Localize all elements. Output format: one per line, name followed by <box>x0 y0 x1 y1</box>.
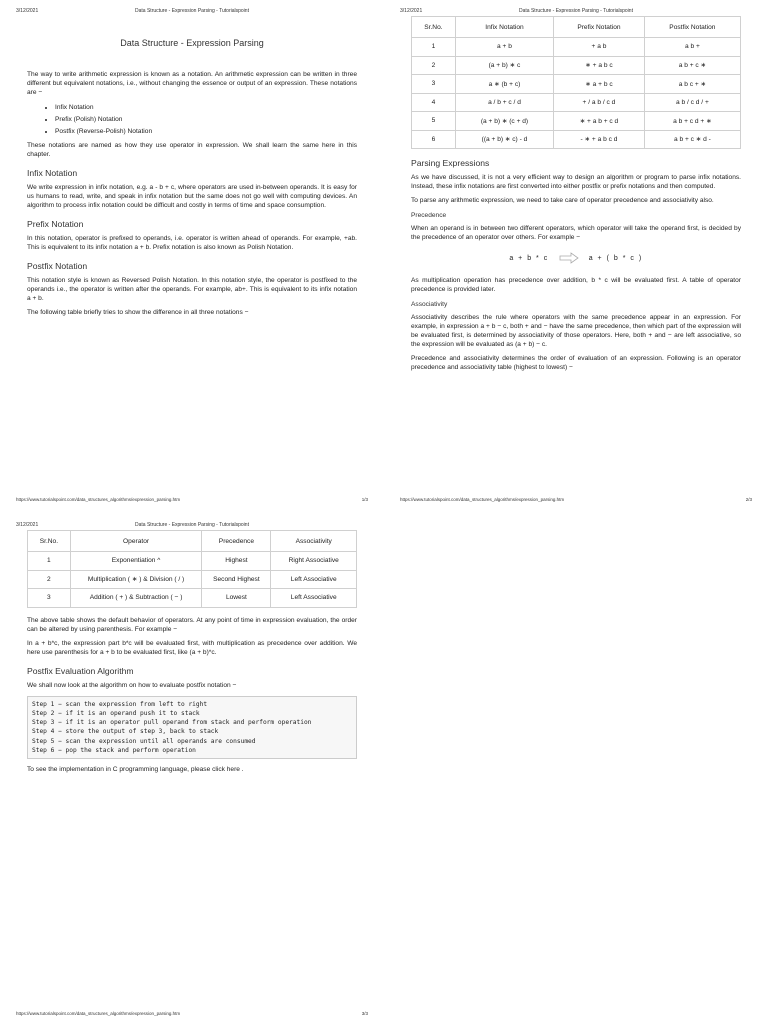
table-cell: - ∗ + a b c d <box>554 130 645 149</box>
print-date: 3/12/2021 <box>400 8 423 14</box>
table-cell: + / a b / c d <box>554 93 645 112</box>
column-header: Precedence <box>202 531 271 552</box>
notation-table <box>411 16 741 149</box>
table-cell: a b + c ∗ <box>644 56 740 75</box>
header-title: Data Structure - Expression Parsing - Tutorialspoint <box>519 8 633 14</box>
page-url-link[interactable]: https://www.tutorialspoint.com/data_structures_algorithms/expression_parsing.htm <box>16 1011 181 1016</box>
list-item: • Infix Notation <box>55 102 357 114</box>
page-3 <box>0 514 384 1024</box>
column-header: Prefix Notation <box>554 17 645 38</box>
table-header-row <box>28 531 357 552</box>
associativity-heading: Associativity <box>411 301 448 308</box>
table-cell: 1 <box>412 38 456 57</box>
table-cell: Addition ( + ) & Subtraction ( − ) <box>70 589 202 608</box>
table-cell: ∗ a + b c <box>554 75 645 94</box>
table-cell: a b c + ∗ <box>644 75 740 94</box>
code-line: Step 5 − scan the expression until all operands are consumed <box>32 737 256 745</box>
precedence-after-paragraph: As multiplication operation has precedence over addition, b * c will be evaluated first. A table of operator precedence is provided later. <box>411 277 741 293</box>
precedence-expression-left: a + b * c <box>509 254 549 262</box>
column-header: Postfix Notation <box>644 17 740 38</box>
table-row <box>412 93 741 112</box>
intro-paragraph: The way to write arithmetic expression is known as a notation. An arithmetic expression can be written in three different but equivalent notations, i.e., without changing the essence or output of an expression. These notations are − <box>27 71 357 96</box>
table-cell: a / b + c / d <box>455 93 553 112</box>
table-row <box>28 552 357 571</box>
table-intro-paragraph: The following table briefly tries to show the difference in all three notations − <box>27 309 249 316</box>
page-2 <box>384 0 768 510</box>
print-date: 3/12/2021 <box>16 8 39 14</box>
table-cell: a b + c d + ∗ <box>644 112 740 131</box>
table-cell: Left Associative <box>271 589 357 608</box>
table-row <box>28 570 357 589</box>
column-header: Infix Notation <box>455 17 553 38</box>
table-cell: Right Associative <box>271 552 357 571</box>
table-cell: Exponentiation ^ <box>70 552 202 571</box>
table-after-paragraph-2: In a + b*c, the expression part b*c will be evaluated first, with multiplication as precedence over addition. We here use parenthesis for a + b to be evaluated first, like (a + b)*c. <box>27 639 357 656</box>
code-line: Step 2 − if it is an operand push it to stack <box>32 709 200 717</box>
page-number: 3/3 <box>361 1011 368 1016</box>
column-header: Associativity <box>271 531 357 552</box>
table-cell: a b + c ∗ d - <box>644 130 740 149</box>
parsing-paragraph: As we have discussed, it is not a very efficient way to design an algorithm or program to parse infix notations. Instead, these infix notations are first converted into either postfix or prefix notations and then computed. <box>411 174 741 190</box>
column-header: Sr.No. <box>412 17 456 38</box>
precedence-heading: Precedence <box>411 212 447 219</box>
code-line: Step 6 − pop the stack and perform operation <box>32 746 196 754</box>
prefix-paragraph: In this notation, operator is prefixed to operands, i.e. operator is written ahead of operands. For example, +ab. This is equivalent to its infix notation a + b. Prefix notation is also known as Polish Notation. <box>27 235 357 251</box>
notation-list <box>27 102 357 138</box>
page-body <box>27 20 357 322</box>
precedence-expression-right: a + ( b * c ) <box>588 254 643 262</box>
column-header: Operator <box>70 531 202 552</box>
table-row <box>412 38 741 57</box>
table-row <box>412 112 741 131</box>
column-header: Sr.No. <box>28 531 71 552</box>
print-date: 3/12/2021 <box>16 522 39 528</box>
table-cell: + a b <box>554 38 645 57</box>
table-cell: (a + b) ∗ c <box>455 56 553 75</box>
table-cell: 1 <box>28 552 71 571</box>
postfix-heading: Postfix Notation <box>27 261 88 271</box>
page-title: Data Structure - Expression Parsing <box>120 38 264 48</box>
page-body <box>411 16 741 377</box>
table-header-row <box>412 17 741 38</box>
code-line: Step 1 − scan the expression from left to right <box>32 700 208 708</box>
table-cell: ∗ + a b c <box>554 56 645 75</box>
table-cell: 3 <box>28 589 71 608</box>
table-cell: Multiplication ( ∗ ) & Division ( / ) <box>70 570 202 589</box>
table-cell: 4 <box>412 93 456 112</box>
page-body <box>27 530 357 779</box>
parsing-heading: Parsing Expressions <box>411 158 490 168</box>
table-cell: 5 <box>412 112 456 131</box>
associativity-paragraph: Associativity describes the rule where operators with the same precedence appear in an expression. For example, in expression a + b − c, both + and − have the same precedence, then which part of the expression will be evaluated first, is determined by associativity of those operators. Here, both + and − are left associative, so the expression will be evaluated as (a + b) − c. <box>411 314 741 348</box>
list-item: • Postfix (Reverse-Polish) Notation <box>55 126 357 138</box>
infix-heading: Infix Notation <box>27 168 78 178</box>
right-arrow-icon <box>559 252 579 264</box>
precedence-paragraph: When an operand is in between two different operators, which operator will take the operand first, is decided by the precedence of an operator over others. For example − <box>411 225 741 241</box>
list-item: • Prefix (Polish) Notation <box>55 114 357 126</box>
closing-paragraph[interactable]: To see the implementation in C programming language, please click here . <box>27 766 244 774</box>
table-cell: 6 <box>412 130 456 149</box>
infix-paragraph: We write expression in infix notation, e.g. a - b + c, where operators are used in-between operands. It is easy for us humans to read, write, and speak in infix notation but the same does not go well with computing devices. An algorithm to process infix notation could be difficult and costly in terms of time and space consumption. <box>27 184 357 209</box>
table-row <box>412 130 741 149</box>
page-number: 2/3 <box>745 497 752 502</box>
postfix-paragraph: This notation style is known as Reversed Polish Notation. In this notation style, the operator is postfixed to the operands i.e., the operator is written after the operands. For example, ab+. This is equivalent to its infix notation a + b. <box>27 277 357 302</box>
table-after-paragraph: The above table shows the default behavior of operators. At any point of time in expression evaluation, the order can be altered by using parenthesis. For example − <box>27 616 357 633</box>
table-cell: 3 <box>412 75 456 94</box>
precedence-figure <box>411 252 741 264</box>
algorithm-heading: Postfix Evaluation Algorithm <box>27 665 134 676</box>
table-cell: Left Associative <box>271 570 357 589</box>
table-row <box>412 56 741 75</box>
page-number: 1/3 <box>361 497 368 502</box>
table-cell: Highest <box>202 552 271 571</box>
table-cell: 2 <box>28 570 71 589</box>
page-url-link[interactable]: https://www.tutorialspoint.com/data_structures_algorithms/expression_parsing.htm <box>16 497 181 502</box>
table-cell: a + b <box>455 38 553 57</box>
page-url-link[interactable]: https://www.tutorialspoint.com/data_structures_algorithms/expression_parsing.htm <box>400 497 565 502</box>
table-cell: ((a + b) ∗ c) - d <box>455 130 553 149</box>
header-title: Data Structure - Expression Parsing - Tutorialspoint <box>135 522 249 528</box>
table-row <box>412 75 741 94</box>
parsing-paragraph-2: To parse any arithmetic expression, we need to take care of operator precedence and associativity also. <box>411 197 714 204</box>
table-cell: a ∗ (b + c) <box>455 75 553 94</box>
table-cell: Lowest <box>202 589 271 608</box>
prefix-heading: Prefix Notation <box>27 219 84 229</box>
associativity-paragraph-2: Precedence and associativity determines the order of evaluation of an expression. Following is an operator precedence and associativity table (highest to lowest) − <box>411 355 741 371</box>
table-cell: a b + <box>644 38 740 57</box>
table-cell: ∗ + a b + c d <box>554 112 645 131</box>
table-row <box>28 589 357 608</box>
code-line: Step 4 − store the output of step 3, back to stack <box>32 728 219 736</box>
table-cell: a b / c d / + <box>644 93 740 112</box>
table-cell: 2 <box>412 56 456 75</box>
table-cell: Second Highest <box>202 570 271 589</box>
operator-table <box>27 530 357 608</box>
algorithm-intro: We shall now look at the algorithm on how to evaluate postfix notation − <box>27 681 237 689</box>
after-list-paragraph: These notations are named as how they use operator in expression. We shall learn the same here in this chapter. <box>27 142 357 158</box>
code-line: Step 3 − if it is an operator pull operand from stack and perform operation <box>32 719 312 727</box>
table-cell: (a + b) ∗ (c + d) <box>455 112 553 131</box>
algorithm-code-block <box>27 696 357 760</box>
header-title: Data Structure - Expression Parsing - Tutorialspoint <box>135 8 249 14</box>
page-1 <box>0 0 384 510</box>
